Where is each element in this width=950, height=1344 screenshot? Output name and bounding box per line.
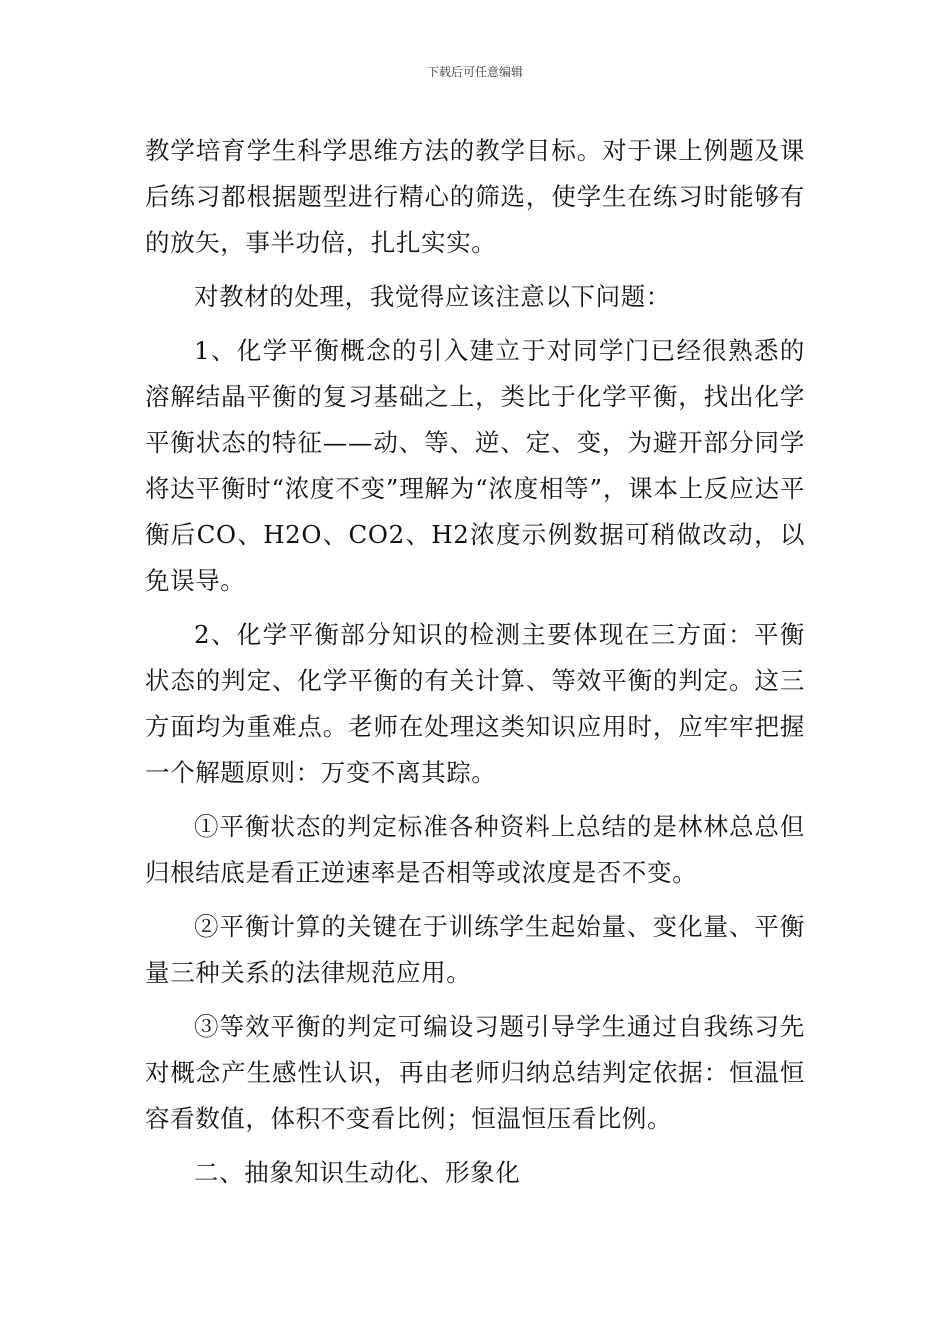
paragraph-sub-3: ③等效平衡的判定可编设习题引导学生通过自我练习先对概念产生感性认识，再由老师归纳总结判定依据：恒温恒容看数值，体积不变看比例；恒温恒压看比例。 [145,1012,805,1133]
paragraph-point-2: 2、化学平衡部分知识的检测主要体现在三方面：平衡状态的判定、化学平衡的有关计算、等效平衡的判定。这三方面均为重难点。老师在处理这类知识应用时，应牢牢把握一个解题原则：万变不离其踪。 [145,620,805,787]
page-header: 下载后可任意编辑 [426,65,523,79]
paragraph-point-1: 1、化学平衡概念的引入建立于对同学门已经很熟悉的溶解结晶平衡的复习基础之上，类比于化学平衡，找出化学平衡状态的特征——动、等、逆、定、变，为避开部分同学将达平衡时“浓度不变”理解为“浓度相等”，课本上反应达平衡后CO、H2O、CO2、H2浓度示例数据可稍做改动，以免误导。 [145,336,805,595]
document-body [145,128,805,1196]
paragraph-continuation: 教学培育学生科学思维方法的教学目标。对于课上例题及课后练习都根据题型进行精心的筛选，使学生在练习时能够有的放矢，事半功倍，扎扎实实。 [145,136,805,257]
paragraph-sub-1: ①平衡状态的判定标准各种资料上总结的是林林总总但归根结底是看正逆速率是否相等或浓度是否不变。 [145,812,805,887]
paragraph-intro: 对教材的处理，我觉得应该注意以下问题： [194,282,671,311]
paragraph-sub-2: ②平衡计算的关键在于训练学生起始量、变化量、平衡量三种关系的法律规范应用。 [145,912,805,987]
section-heading: 二、抽象知识生动化、形象化 [194,1158,521,1187]
